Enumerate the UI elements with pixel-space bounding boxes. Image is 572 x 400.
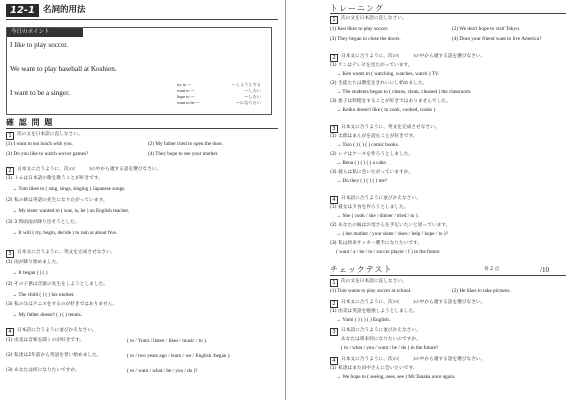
instruction: 日本文に合うように、次の( )の中から適する語を選びなさい。	[341, 54, 486, 59]
question-line: → ( her mother / your sister / does / help / hope / to )?	[336, 231, 448, 237]
question-line: ( to / Yumi / listen / likes / music / to ).	[127, 338, 208, 344]
form-row: hope to ～ ～したい	[177, 94, 261, 99]
question-line: あなたは将来何になりたいのですか。	[341, 337, 421, 342]
question-line: (1) 彼女は夕食を作ろうとしました。	[330, 205, 409, 210]
question-number: 2	[6, 167, 14, 175]
lesson-title: 名詞的用法	[43, 5, 86, 15]
question-line: ( want / a / be / to / soccer player / I ) in the future.	[336, 249, 441, 255]
question-item: (2) My father tried to open the door.	[148, 141, 223, 147]
question-line: (2) 私達は2年前から英語を習い始めました。	[6, 353, 102, 358]
question-number: 3	[6, 250, 14, 258]
instruction: 日本文に合うように、次の( )の中から適する語を選びなさい。	[341, 357, 486, 362]
question-item: (4) Does your friend want to live America?	[452, 36, 542, 42]
right-page	[286, 0, 572, 400]
question-line: (1) 由美は英語を勉強しようとしました。	[330, 309, 418, 314]
instruction: 日本語に合うように並びかえなさい。	[341, 328, 421, 333]
question-line: (3) 彼らは私に会いたがっていますか。	[330, 170, 414, 175]
question-line: ( to / want / what / be / you / do )?	[127, 368, 198, 374]
question-line: (2) レナはケーキを作ろうとしました。	[330, 152, 414, 157]
question-item: (2) He likes to take pictures.	[452, 288, 511, 294]
question-item: (1) Ken likes to play soccer.	[330, 26, 389, 32]
question-line: → Keiko doesn't like ( to cook, cooked, cooks ).	[336, 107, 437, 113]
section-rule	[330, 275, 566, 276]
question-line: ( to / what / you / want / be / do ) in the future?	[341, 345, 439, 351]
question-line: (3) 私の父はテニスをするのが好きではありません。	[6, 302, 118, 307]
question-line: → It will ( try, begin, decide ) to rain at about five.	[12, 230, 118, 236]
question-line: → The child ( ) ( ) his mother.	[12, 292, 75, 298]
question-line: (1) ケンはテレビを見たがっています。	[330, 63, 413, 68]
question-line: (3) 恵子は料理をすることが好きではありませんでした。	[330, 99, 451, 104]
question-item: (3) They began to close the doors.	[330, 36, 401, 42]
point-sentence: I want to be a singer.	[10, 89, 70, 97]
question-line: (2) 私の姉は英語の先生になりたがっています。	[6, 198, 108, 203]
question-number: 4	[330, 357, 338, 365]
confirmation-title: 確 認 問 題	[6, 118, 54, 127]
question-line: (1) トムは日本語の歌を歌うことが好きです。	[6, 176, 103, 181]
question-number: 2	[330, 300, 338, 308]
instruction: 日本語に合うように並びかえなさい。	[17, 328, 97, 333]
instruction: 日本文に合うように、次の( )の中から適する語を選びなさい。	[17, 167, 162, 172]
question-line: → Rena ( ) ( ) ( ) a cake.	[336, 160, 387, 166]
question-line: (3) 3 時頃雨が降り出そうとした。	[6, 220, 80, 225]
point-label: 今日のポイント	[7, 28, 83, 37]
question-line: ( to / two years ago / learn / we / English /began ).	[127, 353, 231, 359]
question-line: → My father doesn't ( ) ( ) tennis.	[12, 312, 82, 318]
question-line: (1) 由美は音楽を聞くのが好きです。	[6, 338, 85, 343]
training-title: トレーニング	[330, 4, 384, 13]
question-number: 3	[330, 125, 338, 133]
instruction: 日本文に合うように、英文を完成させなさい。	[341, 125, 440, 130]
question-line: (2) 生徒たちは教室をきれいにし始めました。	[330, 81, 428, 86]
point-sentence: We want to play baseball at Koshien.	[10, 65, 117, 73]
question-line: → Tom likes to ( sing, sings, singing ) Japanese songs.	[12, 186, 126, 192]
instruction: 次の文を日本語に直しなさい。	[341, 279, 407, 284]
question-line: (2) その子供は音楽の先生をしようとしました。	[6, 282, 108, 287]
question-item: (1) I want to eat lunch with you.	[6, 141, 73, 147]
question-number: 2	[330, 54, 338, 62]
header-rule	[6, 19, 278, 20]
score-total: /10	[540, 266, 549, 274]
instruction: 日本語に合うように並びかえなさい。	[341, 196, 421, 201]
question-number: 4	[330, 196, 338, 204]
question-line: (3) あなたは何になりたいですか。	[6, 368, 80, 373]
instruction: 日本文に合うように、英文を完成させなさい。	[17, 250, 116, 255]
question-line: → Ken wants to ( watching, watches, watch ) TV.	[336, 71, 440, 77]
question-number: 1	[6, 132, 14, 140]
question-line: (1) 私達はまた田中さんに会いたいです。	[330, 366, 418, 371]
question-line: (1) 雨が降り始めました。	[6, 260, 62, 265]
section-rule	[6, 128, 278, 129]
question-item: (2) We don't hope to visit Tokyo.	[452, 26, 521, 32]
instruction: 次の文を日本語に直しなさい。	[341, 16, 407, 21]
question-line: → My sister wanted to ( was, is, be ) an English teacher.	[12, 208, 130, 214]
question-item: (3) Do you like to watch soccer games?	[6, 151, 89, 157]
point-sentence: I like to play soccer.	[10, 41, 69, 49]
check-test-title: チェックテスト	[330, 265, 393, 274]
form-row: try to ～ ～しようとする	[177, 82, 261, 87]
question-number: 1	[330, 279, 338, 287]
question-item: (1) Tom wants to play soccer at school.	[330, 288, 412, 294]
instruction: 日本文に合うように、次の( )の中から適する語を選びなさい。	[341, 300, 486, 305]
question-line: (2) あなたの妹はお母さんを手伝いたいと思っています。	[330, 223, 451, 228]
question-number: 3	[330, 328, 338, 336]
question-line: → The students began to ( cleans, clean, cleaned ) the classroom.	[336, 89, 472, 95]
question-line: → Yumi ( ) ( ) ( ) English.	[336, 317, 391, 323]
question-line: → She ( cook / she / dinner / tried / to ).	[336, 213, 419, 219]
question-line: → It began ( ) ( ).	[12, 270, 49, 276]
question-line: (3) 私は将来サッカー選手になりたいです。	[330, 241, 423, 246]
question-number: 1	[330, 16, 338, 24]
form-table	[177, 82, 261, 106]
question-line: → Do they ( ) ( ) ( ) me?	[336, 178, 388, 184]
point-box	[6, 27, 272, 115]
question-item: (4) They hope to see your mother.	[148, 151, 219, 157]
points-per-question: 各 2 点	[484, 267, 500, 272]
question-line: → Taro ( ) ( ) ( ) comic books.	[336, 142, 399, 148]
question-number: 4	[6, 328, 14, 336]
form-row: want to ～ ～したい	[177, 88, 261, 93]
lesson-number: 12-1	[6, 4, 39, 17]
section-rule	[330, 13, 566, 14]
question-line: → We hope to ( seeing, sees, see ) Mr.Tanaka once again.	[336, 374, 456, 380]
form-row: want to be ～ ～になりたい	[177, 100, 261, 105]
instruction: 次の文を日本語に直しなさい。	[17, 132, 83, 137]
question-line: (1) 太郎はまんがを読むことが好きです。	[330, 134, 418, 139]
